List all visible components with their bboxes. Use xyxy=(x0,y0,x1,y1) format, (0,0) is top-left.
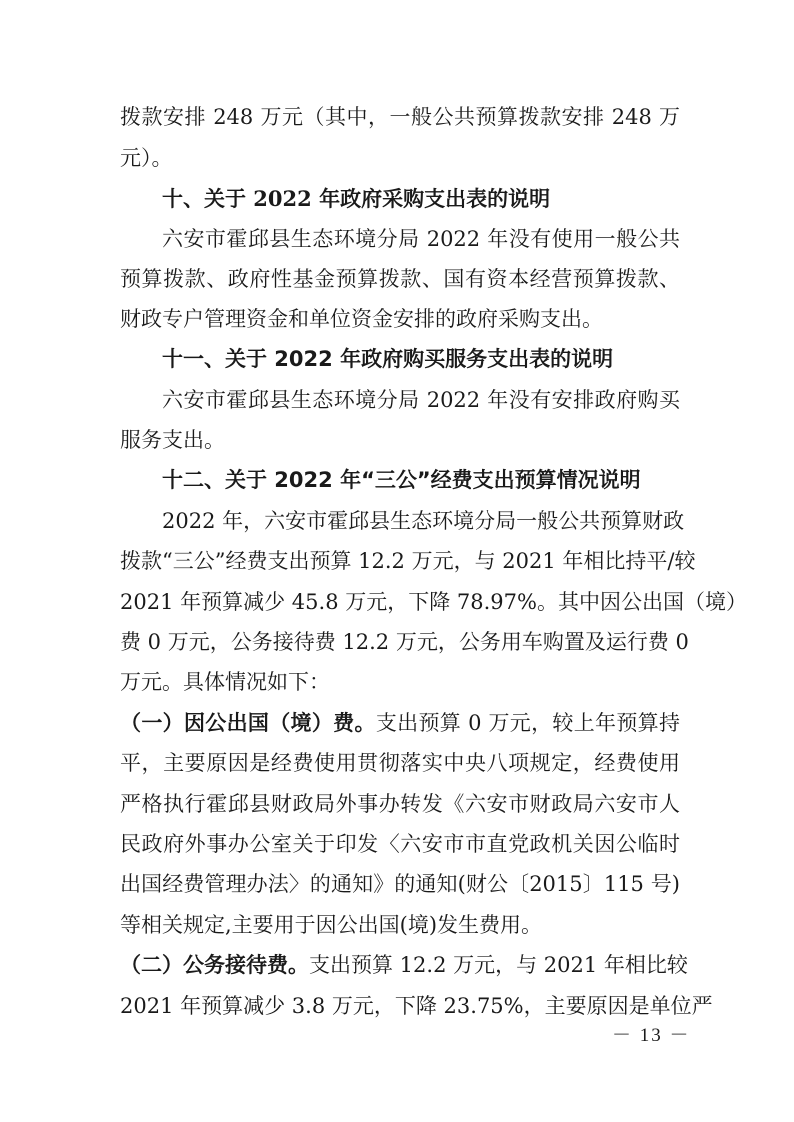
paragraph-line: 严格执行霍邱县财政局外事办转发《六安市财政局六安市人 xyxy=(120,792,680,816)
paragraph-line: 等相关规定,主要用于因公出国(境)发生费用。 xyxy=(120,913,543,937)
section-heading-procurement: 十、关于 2022 年政府采购支出表的说明 xyxy=(162,186,551,211)
paragraph-line: 万元。具体情况如下： xyxy=(120,670,330,694)
paragraph-line: 2022 年，六安市霍邱县生态环境分局一般公共预算财政 xyxy=(162,509,685,533)
subsection-heading-reception: （二）公务接待费。 xyxy=(120,953,309,977)
paragraph-line: 拨款安排 248 万元（其中，一般公共预算拨款安排 248 万 xyxy=(120,105,680,129)
paragraph-line: 六安市霍邱县生态环境分局 2022 年没有安排政府购买 xyxy=(162,388,680,412)
subsection-line-reception xyxy=(120,953,688,977)
paragraph-line: 财政专户管理资金和单位资金安排的政府采购支出。 xyxy=(120,307,603,331)
paragraph-line: 预算拨款、政府性基金预算拨款、国有资本经营预算拨款、 xyxy=(120,267,680,291)
section-heading-services: 十一、关于 2022 年政府购买服务支出表的说明 xyxy=(162,347,614,371)
paragraph-line: 出国经费管理办法〉的通知》的通知(财公〔2015〕115 号) xyxy=(120,872,680,896)
subsection-line-overseas xyxy=(120,713,680,734)
paragraph-line: 服务支出。 xyxy=(120,428,225,452)
paragraph-line: 2021 年预算减少 3.8 万元，下降 23.75%，主要原因是单位严 xyxy=(120,994,713,1018)
paragraph-line: 民政府外事办公室关于印发〈六安市市直党政机关因公临时 xyxy=(120,832,680,856)
paragraph-line: 元）。 xyxy=(120,146,173,170)
paragraph-line: 拨款“三公”经费支出预算 12.2 万元，与 2021 年相比持平/较 xyxy=(120,549,696,573)
paragraph-text: 支出预算 0 万元，较上年预算持 xyxy=(375,711,680,735)
section-heading-three-public: 十二、关于 2022 年“三公”经费支出预算情况说明 xyxy=(162,468,641,492)
paragraph-text: 支出预算 12.2 万元，与 2021 年相比较 xyxy=(309,953,688,977)
paragraph-line: 费 0 万元，公务接待费 12.2 万元，公务用车购置及运行费 0 xyxy=(120,630,689,654)
subsection-heading-overseas: （一）因公出国（境）费。 xyxy=(120,711,376,735)
page-number: － 13 － xyxy=(612,1025,691,1046)
paragraph-line: 六安市霍邱县生态环境分局 2022 年没有使用一般公共 xyxy=(162,227,680,251)
paragraph-line: 2021 年预算减少 45.8 万元，下降 78.97%。其中因公出国（境） xyxy=(120,590,747,614)
paragraph-line: 平，主要原因是经费使用贯彻落实中央八项规定，经费使用 xyxy=(120,751,680,775)
